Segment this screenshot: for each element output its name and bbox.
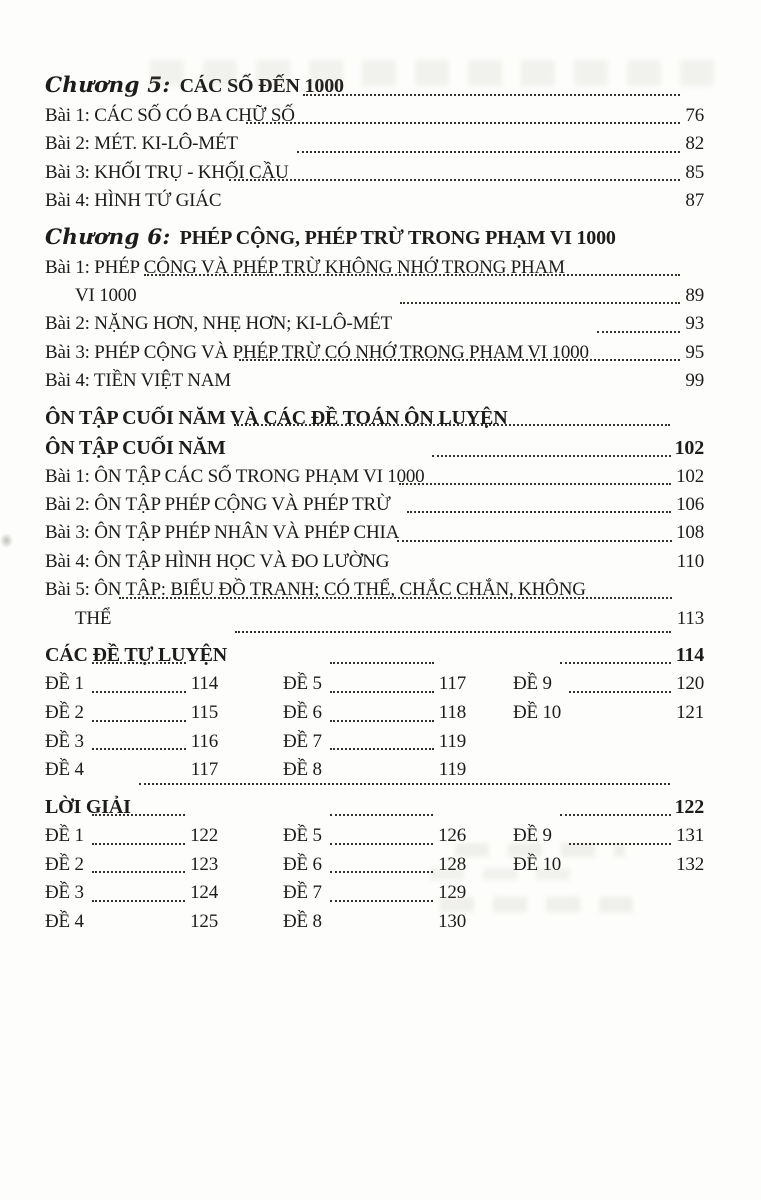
toc-entry-label: ĐỀ 10 xyxy=(513,701,562,723)
toc-entry xyxy=(45,879,218,908)
toc-entry-label: Bài 5: ÔN TẬP: BIỂU ĐỒ TRANH; CÓ THỂ, CHẮC CHẮN, KHÔNG xyxy=(45,579,586,601)
chapter-6-script-label: Chương 6: xyxy=(45,224,171,250)
chapter-5-heading xyxy=(45,70,704,102)
toc-entry xyxy=(45,519,704,547)
toc-page-number: 125 xyxy=(190,911,218,933)
toc-entry-label: Bài 2: NẶNG HƠN, NHẸ HƠN; KI-LÔ-MÉT xyxy=(45,313,393,335)
toc-entry-label: ĐỀ 9 xyxy=(513,824,552,846)
toc-entry xyxy=(45,254,704,282)
toc-entry xyxy=(513,670,704,699)
chapter-6-heading xyxy=(45,222,704,254)
toc-entry xyxy=(45,310,704,338)
toc-entry xyxy=(283,851,466,880)
toc-entry-label: Bài 4: ÔN TẬP HÌNH HỌC VÀ ĐO LƯỜNG xyxy=(45,550,390,572)
toc-entry xyxy=(283,822,466,851)
toc-entry xyxy=(283,879,466,908)
edge-smudge-artifact xyxy=(0,533,13,548)
toc-entry xyxy=(45,159,704,187)
toc-entry-label: ĐỀ 3 xyxy=(45,730,84,752)
toc-page-number: 130 xyxy=(438,911,466,933)
toc-entry xyxy=(45,491,704,519)
toc-page-number: 89 xyxy=(685,285,704,307)
toc-entry-label: Bài 2: ÔN TẬP PHÉP CỘNG VÀ PHÉP TRỪ xyxy=(45,494,391,516)
toc-entry-label: ĐỀ 2 xyxy=(45,701,84,723)
toc-entry-label: Bài 4: TIỀN VIỆT NAM xyxy=(45,370,231,392)
toc-entry xyxy=(513,851,704,880)
toc-page-number: 117 xyxy=(190,759,218,781)
toc-entry xyxy=(45,756,218,785)
tu-luyen-column-1 xyxy=(45,670,218,785)
loi-giai-column-3 xyxy=(513,822,704,937)
toc-page-number: 106 xyxy=(676,494,704,516)
toc-entry-label: ĐỀ 6 xyxy=(283,853,322,875)
toc-page-number: 76 xyxy=(685,105,704,126)
toc-entry xyxy=(45,102,704,130)
toc-entry xyxy=(45,822,218,851)
toc-page-number: 108 xyxy=(676,522,704,544)
toc-page-number: 118 xyxy=(438,701,466,723)
toc-entry xyxy=(45,463,704,491)
toc-page-number: 121 xyxy=(676,701,704,723)
toc-entry xyxy=(283,756,466,785)
toc-entry-label: ÔN TẬP CUỐI NĂM xyxy=(45,436,226,459)
toc-page-number: 128 xyxy=(438,853,466,875)
tu-luyen-column-2 xyxy=(283,670,466,785)
toc-page-number: 110 xyxy=(676,550,704,572)
toc-entry xyxy=(45,728,218,757)
toc-entry-label: ĐỀ 5 xyxy=(283,824,322,846)
toc-entry-label: ĐỀ 6 xyxy=(283,701,322,723)
toc-page-number: 119 xyxy=(438,730,466,752)
toc-page-number: 122 xyxy=(674,795,704,818)
loi-giai-grid xyxy=(45,822,704,937)
toc-entry-label: ĐỀ 3 xyxy=(45,882,84,904)
toc-page-number: 113 xyxy=(676,607,704,629)
toc-entry-label: THỂ xyxy=(75,607,112,629)
toc-entry-label: ĐỀ 1 xyxy=(45,824,84,846)
toc-entry xyxy=(45,433,704,463)
toc-entry xyxy=(513,699,704,728)
toc-entry-label: ĐỀ 8 xyxy=(283,911,322,933)
tu-luyen-grid xyxy=(45,670,704,785)
toc-entry-label: Bài 1: CÁC SỐ CÓ BA CHỮ SỐ xyxy=(45,105,295,126)
toc-entry-label: Bài 3: KHỐI TRỤ - KHỐI CẦU xyxy=(45,161,289,183)
toc-entry xyxy=(283,699,466,728)
toc-entry-label: ĐỀ 10 xyxy=(513,853,562,875)
toc-entry-label: Bài 2: MÉT. KI-LÔ-MÉT xyxy=(45,133,238,155)
toc-entry xyxy=(45,339,704,367)
toc-page-number: 87 xyxy=(685,190,704,212)
toc-entry-continuation xyxy=(45,605,704,633)
toc-page-number: 132 xyxy=(676,853,704,875)
toc-page-number: 123 xyxy=(190,853,218,875)
toc-entry-label: Bài 4: HÌNH TỨ GIÁC xyxy=(45,190,222,212)
toc-page-number: 95 xyxy=(685,341,704,363)
toc-entry-label: LỜI GIẢI xyxy=(45,795,131,818)
toc-entry xyxy=(45,699,218,728)
toc-page-number: 114 xyxy=(190,673,218,695)
toc-page-number: 116 xyxy=(190,730,218,752)
toc-entry-label: VI 1000 xyxy=(75,285,137,307)
toc-entry xyxy=(45,367,704,395)
toc-page-number: 117 xyxy=(438,673,466,695)
toc-page-number: 131 xyxy=(676,824,704,846)
toc-entry-label: CÁC ĐỀ TỰ LUYỆN xyxy=(45,644,228,667)
toc-entry-label: Bài 3: ÔN TẬP PHÉP NHÂN VÀ PHÉP CHIA xyxy=(45,522,400,544)
chapter-5-script-label: Chương 5: xyxy=(45,73,171,98)
toc-entry-label: ĐỀ 2 xyxy=(45,853,84,875)
toc-entry-label: ĐỀ 5 xyxy=(283,673,322,695)
section-heading-on-tap: ÔN TẬP CUỐI NĂM VÀ CÁC ĐỀ TOÁN ÔN LUYỆN xyxy=(45,406,508,429)
toc-page-number: 102 xyxy=(674,436,704,459)
section-heading-loi-giai xyxy=(45,792,704,822)
toc-page-number: 119 xyxy=(438,759,466,781)
toc-page-number: 124 xyxy=(190,882,218,904)
toc-entry-label: ĐỀ 8 xyxy=(283,759,322,781)
chapter-5-title: CÁC SỐ ĐẾN 1000 xyxy=(179,75,344,97)
loi-giai-column-2 xyxy=(283,822,466,937)
toc-entry xyxy=(283,908,466,937)
loi-giai-column-1 xyxy=(45,822,218,937)
toc-entry-label: Bài 1: ÔN TẬP CÁC SỐ TRONG PHẠM VI 1000 xyxy=(45,465,425,487)
toc-page-number: 120 xyxy=(676,673,704,695)
toc-entry-label: ĐỀ 7 xyxy=(283,730,322,752)
chapter-6-title: PHÉP CỘNG, PHÉP TRỪ TRONG PHẠM VI 1000 xyxy=(179,226,616,249)
toc-page-number: 129 xyxy=(438,882,466,904)
toc-entry xyxy=(45,576,704,604)
toc-page-number: 102 xyxy=(676,465,704,487)
toc-page-number: 85 xyxy=(685,161,704,183)
toc-entry-label: Bài 3: PHÉP CỘNG VÀ PHÉP TRỪ CÓ NHỚ TRONG PHẠM VI 1000 xyxy=(45,341,589,363)
toc-entry xyxy=(283,670,466,699)
toc-page-number: 93 xyxy=(685,313,704,335)
toc-entry-label: ĐỀ 4 xyxy=(45,759,84,781)
toc-entry-label: Bài 1: PHÉP CỘNG VÀ PHÉP TRỪ KHÔNG NHỚ TRONG PHẠM xyxy=(45,256,565,278)
section-heading-tu-luyen xyxy=(45,640,704,670)
toc-page-number: 114 xyxy=(675,644,704,667)
toc-entry xyxy=(283,728,466,757)
toc-entry xyxy=(45,187,704,215)
toc-entry xyxy=(45,908,218,937)
toc-entry-label: ĐỀ 1 xyxy=(45,673,84,695)
toc-entry xyxy=(45,670,218,699)
toc-entry xyxy=(45,851,218,880)
toc-entry xyxy=(45,130,704,158)
toc-page-number: 126 xyxy=(438,824,466,846)
tu-luyen-column-3 xyxy=(513,670,704,785)
toc-entry xyxy=(45,548,704,576)
toc-entry-label: ĐỀ 7 xyxy=(283,882,322,904)
toc-page-number: 99 xyxy=(685,370,704,392)
toc-entry-label: ĐỀ 4 xyxy=(45,911,84,933)
toc-entry-continuation xyxy=(45,282,704,310)
toc-page-number: 82 xyxy=(685,133,704,155)
toc-entry xyxy=(513,822,704,851)
toc-page-number: 122 xyxy=(190,824,218,846)
toc-page-number: 115 xyxy=(190,701,218,723)
toc-entry-label: ĐỀ 9 xyxy=(513,673,552,695)
